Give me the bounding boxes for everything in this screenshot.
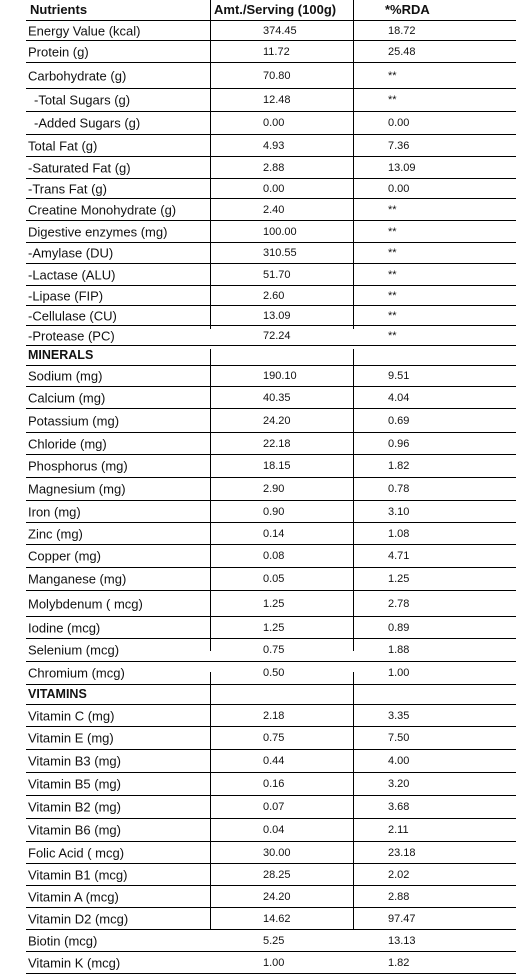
rda-value: 97.47 [388, 912, 416, 925]
table-row [26, 501, 516, 523]
rda-value: 13.13 [388, 934, 416, 947]
amount-value: 0.00 [263, 182, 285, 195]
rda-value: 25.48 [388, 45, 416, 58]
nutrient-name: Digestive enzymes (mg) [28, 224, 168, 239]
table-row [26, 326, 516, 346]
table-row [26, 157, 516, 179]
rda-value: 0.69 [388, 414, 410, 427]
nutrient-name: Vitamin K (mcg) [28, 955, 121, 970]
table-row [26, 478, 516, 501]
rda-value: 3.35 [388, 709, 410, 722]
nutrient-name: Zinc (mg) [28, 526, 83, 541]
rda-value: 1.82 [388, 460, 410, 472]
table-row [26, 179, 516, 199]
nutrient-name: Iron (mg) [28, 504, 81, 519]
amount-value: 2.18 [263, 709, 285, 722]
rda-value: 0.89 [388, 621, 410, 634]
table-row [26, 952, 516, 974]
rda-value: 3.10 [388, 505, 410, 518]
rda-value: 0.78 [388, 483, 410, 495]
nutrient-name: Folic Acid ( mcg) [28, 845, 125, 860]
rda-value: ** [388, 289, 397, 302]
nutrient-name: Chromium (mcg) [28, 665, 125, 681]
rda-value: 1.88 [388, 644, 410, 656]
nutrient-name: Vitamin B1 (mcg) [28, 867, 128, 882]
table-row [26, 930, 516, 952]
table-row [26, 433, 516, 455]
nutrient-name: Total Fat (g) [28, 138, 98, 153]
nutrient-name: -Lactase (ALU) [28, 267, 116, 282]
table-row [26, 387, 516, 409]
nutrient-name: Phosphorus (mg) [28, 458, 128, 474]
amount-value: 2.60 [263, 289, 285, 302]
table-row [26, 286, 516, 306]
amount-value: 1.25 [263, 597, 285, 610]
column-divider [353, 0, 354, 329]
amount-value: 0.05 [263, 573, 285, 585]
column-divider [353, 672, 354, 930]
nutrient-name: -Protease (PC) [28, 328, 115, 343]
table-row [26, 568, 516, 591]
table-row [26, 639, 516, 662]
table-row [26, 617, 516, 639]
rda-value: 0.00 [388, 182, 410, 195]
column-divider [353, 349, 354, 651]
nutrient-name: Copper (mg) [28, 548, 101, 564]
nutrient-name: Vitamin B6 (mg) [28, 822, 121, 838]
nutrient-name: -Amylase (DU) [28, 245, 114, 261]
rda-value: 4.71 [388, 550, 410, 562]
column-divider [210, 349, 211, 651]
nutrient-name: Potassium (mg) [28, 413, 120, 428]
rda-value: ** [388, 225, 397, 238]
amount-value: 310.55 [263, 247, 297, 259]
header-nutrients: Nutrients [30, 2, 88, 17]
nutrient-name: -Lipase (FIP) [28, 288, 104, 303]
amount-value: 14.62 [263, 912, 291, 925]
rda-value: 2.11 [388, 824, 409, 836]
amount-value: 0.07 [263, 801, 285, 813]
table-row [26, 750, 516, 773]
column-divider [210, 672, 211, 930]
amount-value: 1.25 [263, 621, 285, 634]
rda-value: 3.20 [388, 778, 410, 790]
table-row [26, 662, 516, 685]
rda-value: ** [388, 69, 397, 82]
nutrient-name: Biotin (mcg) [28, 933, 98, 948]
amount-value: 1.00 [263, 956, 285, 969]
nutrient-name: -Total Sugars (g) [34, 92, 131, 108]
amount-value: 2.40 [263, 203, 285, 216]
table-row [26, 842, 516, 864]
amount-value: 40.35 [263, 391, 291, 404]
vitamins-heading: VITAMINS [26, 685, 516, 705]
amount-value: 5.25 [263, 934, 285, 947]
table-row [26, 243, 516, 264]
table-row [26, 135, 516, 157]
amount-value: 4.93 [263, 139, 285, 152]
table-row [26, 796, 516, 819]
nutrient-name: Manganese (mg) [28, 571, 127, 587]
amount-value: 0.14 [263, 527, 285, 540]
column-divider [210, 0, 211, 329]
rda-value: 3.68 [388, 801, 410, 813]
nutrient-name: -Added Sugars (g) [34, 115, 141, 131]
nutrient-name: Vitamin E (mg) [28, 730, 114, 746]
rda-value: 1.08 [388, 527, 410, 540]
vitamins-section [26, 705, 516, 974]
rda-value: 4.00 [388, 755, 410, 767]
amount-value: 72.24 [263, 329, 291, 342]
nutrient-name: Calcium (mg) [28, 390, 106, 405]
header-rda: *%RDA [385, 2, 430, 17]
amount-value: 13.09 [263, 309, 291, 322]
minerals-heading: MINERALS [26, 346, 516, 366]
amount-value: 0.16 [263, 778, 285, 790]
nutrient-name: Selenium (mcg) [28, 642, 120, 658]
rda-value: 1.82 [388, 956, 410, 969]
table-row [26, 112, 516, 135]
amount-value: 24.20 [263, 890, 291, 903]
nutrient-name: -Saturated Fat (g) [28, 160, 131, 175]
table-row [26, 221, 516, 243]
table-header [26, 0, 516, 21]
nutrient-name: Vitamin B2 (mg) [28, 799, 121, 815]
table-row [26, 89, 516, 112]
amount-value: 0.44 [263, 755, 285, 767]
rda-value: 7.50 [388, 732, 410, 744]
table-row [26, 63, 516, 89]
table-row [26, 455, 516, 478]
nutrient-name: Vitamin C (mg) [28, 708, 115, 723]
header-amount: Amt./Serving (100g) [214, 2, 337, 17]
amount-value: 0.08 [263, 550, 285, 562]
nutrient-name: Magnesium (mg) [28, 481, 126, 497]
amount-value: 0.04 [263, 824, 285, 836]
nutrient-name: Vitamin D2 (mcg) [28, 911, 129, 926]
table-row [26, 886, 516, 908]
amount-value: 11.72 [263, 45, 290, 58]
nutrient-name: -Cellulase (CU) [28, 308, 117, 323]
amount-value: 22.18 [263, 437, 291, 450]
amount-value: 18.15 [263, 460, 291, 472]
table-row [26, 908, 516, 930]
amount-value: 30.00 [263, 846, 291, 859]
table-row [26, 41, 516, 63]
amount-value: 24.20 [263, 414, 291, 427]
rda-value: 2.02 [388, 868, 410, 881]
table-row [26, 545, 516, 568]
table-row [26, 409, 516, 433]
table-row [26, 306, 516, 326]
rda-value: 2.88 [388, 890, 410, 903]
nutrient-name: Vitamin B5 (mg) [28, 776, 121, 792]
table-row [26, 864, 516, 886]
table-row [26, 199, 516, 221]
amount-value: 2.90 [263, 483, 285, 495]
table-row [26, 705, 516, 727]
rda-value: 18.72 [388, 24, 416, 37]
rda-value: ** [388, 94, 397, 106]
nutrient-name: Chloride (mg) [28, 436, 107, 451]
amount-value: 374.45 [263, 24, 297, 37]
amount-value: 2.88 [263, 161, 285, 174]
table-row [26, 591, 516, 617]
rda-value: 9.51 [388, 370, 410, 382]
table-row [26, 773, 516, 796]
amount-value: 51.70 [263, 268, 291, 281]
nutrient-name: Vitamin B3 (mg) [28, 753, 121, 769]
table-row [26, 727, 516, 750]
rda-value: ** [388, 329, 397, 342]
amount-value: 0.90 [263, 505, 285, 518]
nutrient-name: Energy Value (kcal) [28, 23, 141, 38]
nutrient-name: Iodine (mcg) [28, 620, 101, 635]
amount-value: 12.48 [263, 94, 291, 106]
nutrient-name: Vitamin A (mcg) [28, 889, 119, 904]
rda-value: 13.09 [388, 161, 416, 174]
nutrient-name: Molybdenum ( mcg) [28, 596, 143, 611]
rda-value: 4.04 [388, 391, 410, 404]
rda-value: ** [388, 268, 397, 281]
amount-value: 0.50 [263, 667, 285, 679]
rda-value: ** [388, 247, 397, 259]
table-row [26, 21, 516, 41]
rda-value: 1.25 [388, 573, 410, 585]
amount-value: 0.75 [263, 732, 285, 744]
nutrition-table [26, 0, 516, 974]
amount-value: 70.80 [263, 69, 291, 82]
amount-value: 100.00 [263, 225, 297, 238]
amount-value: 0.75 [263, 644, 285, 656]
amount-value: 0.00 [263, 117, 285, 129]
minerals-section [26, 366, 516, 685]
table-row [26, 523, 516, 545]
rda-value: 23.18 [388, 846, 416, 859]
nutrients-section [26, 21, 516, 346]
table-row [26, 819, 516, 842]
nutrient-name: Sodium (mg) [28, 368, 103, 384]
nutrient-name: -Trans Fat (g) [28, 181, 107, 196]
rda-value: ** [388, 203, 397, 216]
rda-value: ** [388, 309, 397, 322]
rda-value: 7.36 [388, 139, 410, 152]
amount-value: 28.25 [263, 868, 291, 881]
rda-value: 1.00 [388, 667, 410, 679]
table-row [26, 366, 516, 387]
nutrient-name: Carbohydrate (g) [28, 68, 127, 83]
rda-value: 2.78 [388, 597, 410, 610]
table-row [26, 264, 516, 286]
rda-value: 0.96 [388, 437, 410, 450]
rda-value: 0.00 [388, 117, 410, 129]
nutrient-name: Creatine Monohydrate (g) [28, 202, 177, 217]
amount-value: 190.10 [263, 370, 297, 382]
nutrient-name: Protein (g) [28, 44, 89, 59]
